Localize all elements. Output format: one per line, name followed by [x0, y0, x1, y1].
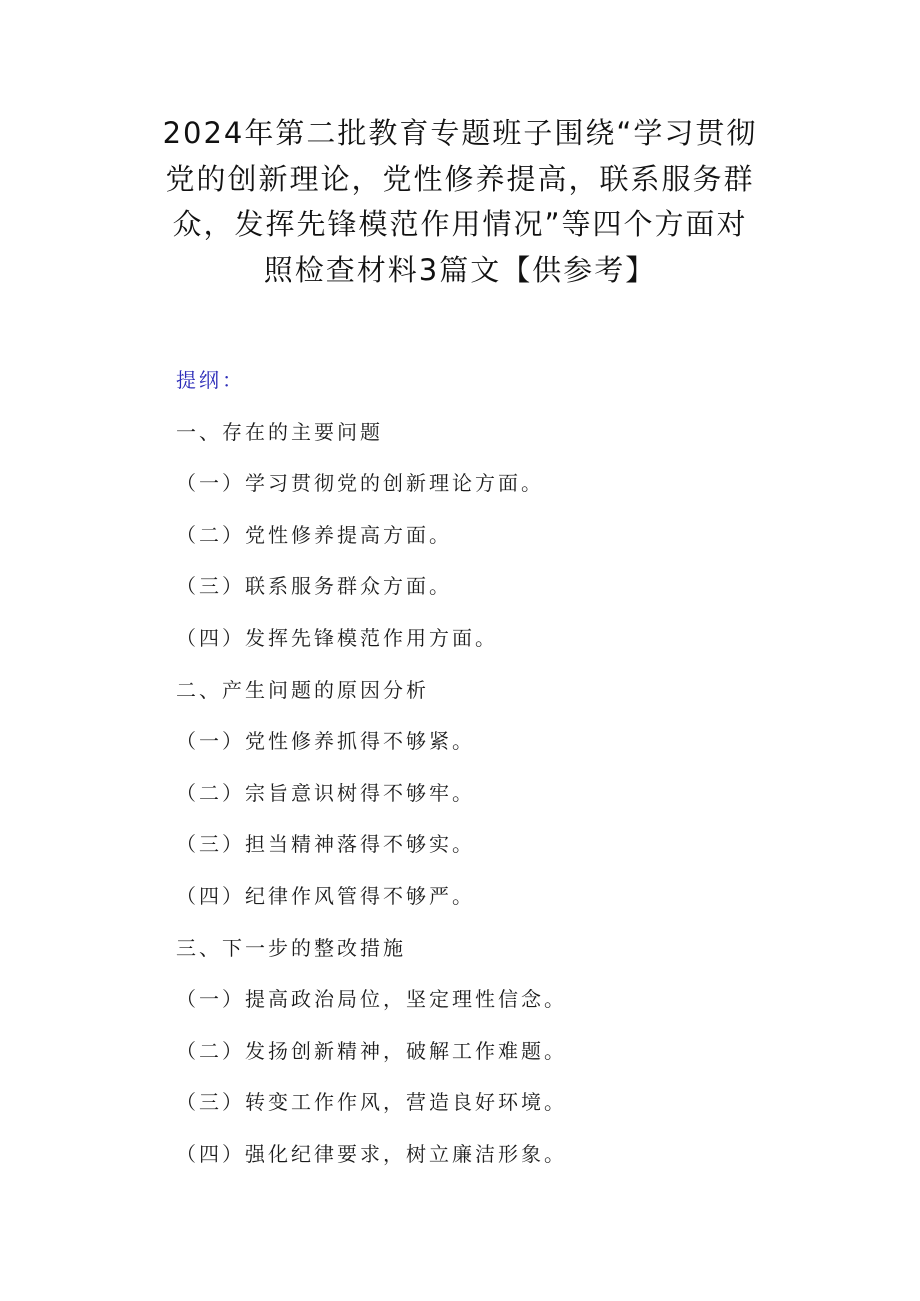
- outline-item: （二）宗旨意识树得不够牢。: [176, 780, 475, 805]
- document-title: [110, 111, 810, 293]
- title-line-3: 众，发挥先锋模范作用情况”等四个方面对: [172, 207, 748, 241]
- outline-item: （三）联系服务群众方面。: [176, 574, 452, 599]
- outline-item: （一）党性修养抓得不够紧。: [176, 729, 475, 754]
- outline-item: （二）党性修养提高方面。: [176, 522, 452, 547]
- outline-item: （四）纪律作风管得不够严。: [176, 883, 475, 908]
- outline-item: （四）强化纪律要求，树立廉洁形象。: [176, 1141, 567, 1166]
- outline-item: （一）提高政治局位，坚定理性信念。: [176, 987, 567, 1012]
- title-line-4: 照检查材料3篇文【供参考】: [263, 252, 657, 287]
- outline-heading-measures: 三、下一步的整改措施: [176, 935, 406, 960]
- title-line-1: 2024年第二批教育专题班子围绕“学习贯彻: [162, 116, 758, 150]
- outline-label: 提纲：: [176, 368, 245, 392]
- title-line-2: 党的创新理论，党性修养提高，联系服务群: [165, 161, 755, 196]
- outline-item: （一）学习贯彻党的创新理论方面。: [176, 471, 544, 496]
- outline-heading-causes: 二、产生问题的原因分析: [176, 677, 429, 702]
- outline-section: [176, 364, 796, 1190]
- outline-heading-problems: 一、存在的主要问题: [176, 419, 383, 444]
- outline-item: （四）发挥先锋模范作用方面。: [176, 625, 498, 650]
- outline-item: （二）发扬创新精神，破解工作难题。: [176, 1038, 567, 1063]
- outline-item: （三）转变工作作风，营造良好环境。: [176, 1090, 567, 1115]
- outline-item: （三）担当精神落得不够实。: [176, 832, 475, 857]
